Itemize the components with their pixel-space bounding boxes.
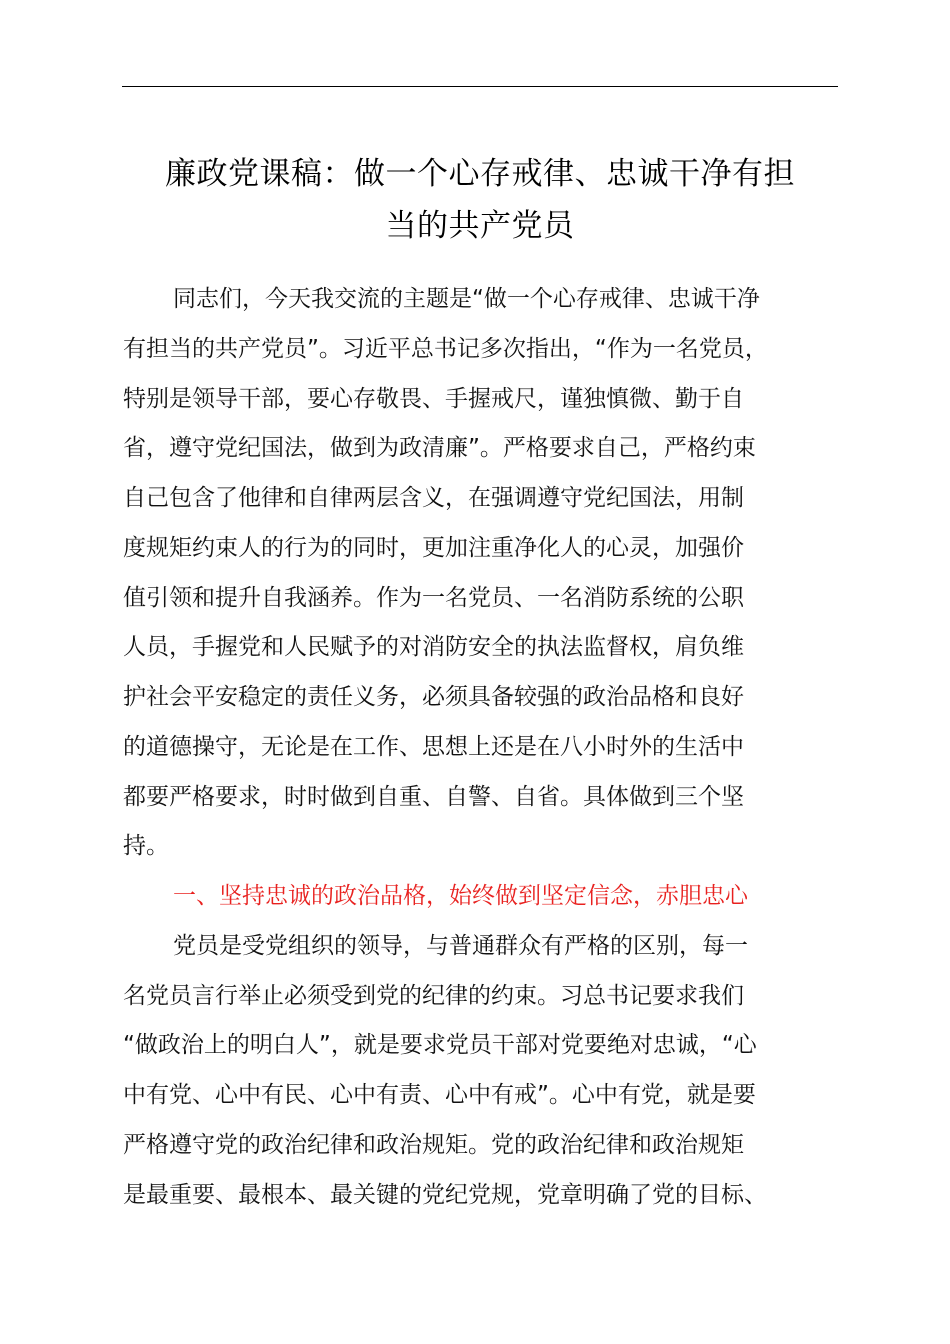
paragraph-line: 省，遵守党纪国法，做到为政清廉”。严格要求自己，严格约束 — [123, 435, 756, 462]
paragraph-line: 自己包含了他律和自律两层含义，在强调遵守党纪国法，用制 — [123, 485, 744, 511]
paragraph-line: 有担当的共产党员”。习近平总书记多次指出，“作为一名党员， — [123, 335, 768, 362]
paragraph-line: 人员，手握党和人民赋予的对消防安全的执法监督权，肩负维 — [123, 634, 744, 661]
paragraph-line: 度规矩约束人的行为的同时，更加注重净化人的心灵，加强价 — [123, 534, 744, 561]
paragraph-line: 都要严格要求，时时做到自重、自警、自省。具体做到三个坚 — [123, 783, 744, 810]
section-heading: 一、坚持忠诚的政治品格，始终做到坚定信念，赤胆忠心 — [173, 883, 748, 909]
paragraph-line: 名党员言行举止必须受到党的纪律的约束。习总书记要求我们 — [123, 982, 744, 1009]
paragraph-line: 党员是受党组织的领导，与普通群众有严格的区别，每一 — [173, 932, 748, 959]
paragraph-line: “做政治上的明白人”，就是要求党员干部对党要绝对忠诚，“心 — [123, 1032, 757, 1059]
paragraph-line: 严格遵守党的政治纪律和政治规矩。党的政治纪律和政治规矩 — [123, 1131, 744, 1158]
paragraph-line: 特别是领导干部，要心存敬畏、手握戒尺，谨独慎微、勤于自 — [123, 385, 744, 412]
document-title — [110, 148, 850, 252]
paragraph-line: 值引领和提升自我涵养。作为一名党员、一名消防系统的公职 — [123, 584, 744, 611]
paragraph-line: 中有党、心中有民、心中有责、心中有戒”。心中有党，就是要 — [123, 1082, 756, 1108]
paragraph-line: 是最重要、最根本、最关键的党纪党规，党章明确了党的目标、 — [123, 1181, 767, 1208]
paragraph-line: 的道德操守，无论是在工作、思想上还是在八小时外的生活中 — [123, 733, 744, 760]
title-line-1: 廉政党课稿：做一个心存戒律、忠诚干净有担 — [165, 156, 795, 192]
title-line-2: 当的共产党员 — [385, 208, 575, 244]
document-body — [123, 275, 851, 1220]
paragraph-line: 护社会平安稳定的责任义务，必须具备较强的政治品格和良好 — [123, 684, 744, 710]
paragraph-line: 同志们，今天我交流的主题是“做一个心存戒律、忠诚干净 — [173, 286, 760, 312]
paragraph-line: 持。 — [123, 833, 169, 860]
header-rule — [122, 86, 838, 87]
